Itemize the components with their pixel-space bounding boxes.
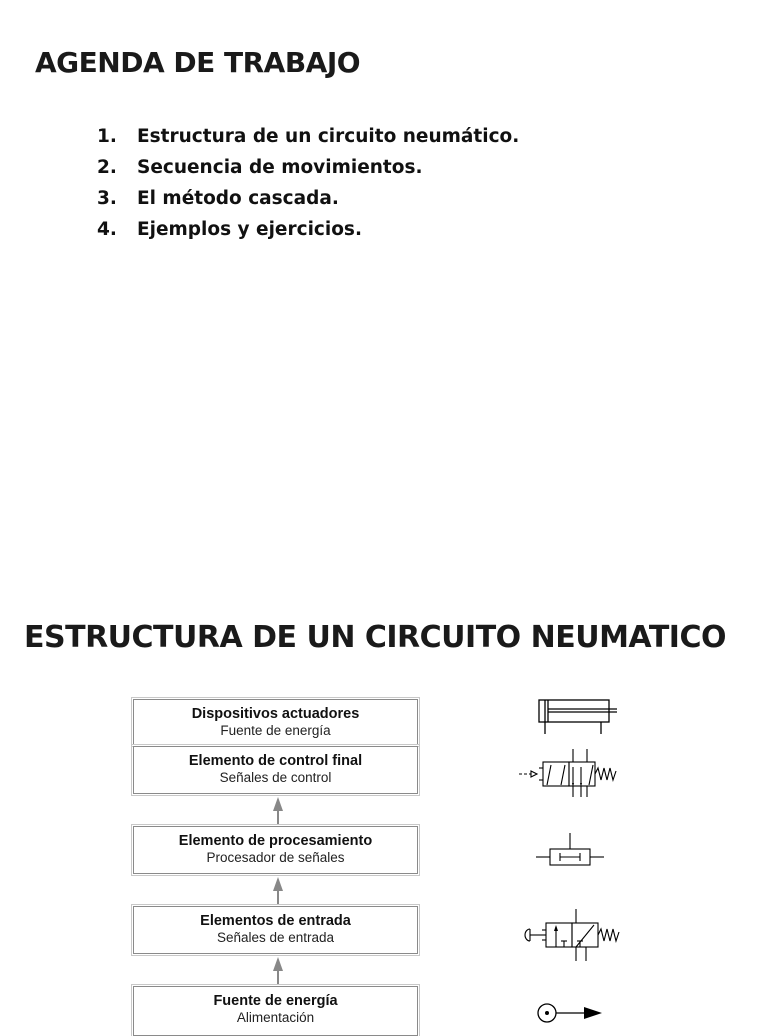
block-title: Dispositivos actuadores bbox=[191, 706, 360, 722]
block-processing bbox=[133, 826, 418, 874]
block-subtitle: Señales de entrada bbox=[216, 930, 335, 945]
agenda-item-number: 3. bbox=[97, 188, 117, 209]
agenda-item bbox=[97, 183, 519, 214]
agenda-item bbox=[97, 121, 519, 152]
block-subtitle: Alimentación bbox=[236, 1010, 315, 1025]
block-title: Elemento de procesamiento bbox=[178, 833, 373, 849]
block-title: Elemento de control final bbox=[188, 753, 363, 769]
block-title: Elementos de entrada bbox=[200, 913, 351, 929]
block-subtitle: Señales de control bbox=[219, 770, 332, 785]
arrow-up-icon bbox=[273, 957, 283, 985]
agenda-item-number: 2. bbox=[97, 157, 117, 178]
structure-title: ESTRUCTURA DE UN CIRCUITO NEUMATICO bbox=[24, 620, 726, 655]
compressor-source-icon bbox=[536, 1003, 606, 1024]
pneumatic-cylinder-icon bbox=[535, 697, 620, 739]
agenda-item-text: Secuencia de movimientos. bbox=[137, 157, 423, 178]
block-final-control bbox=[133, 746, 418, 794]
block-title: Fuente de energía bbox=[213, 993, 338, 1009]
agenda-item-number: 1. bbox=[97, 126, 117, 147]
agenda-item-text: El método cascada. bbox=[137, 188, 339, 209]
agenda-title: AGENDA DE TRABAJO bbox=[35, 46, 361, 79]
block-subtitle: Procesador de señales bbox=[206, 850, 345, 865]
block-inputs bbox=[133, 906, 418, 954]
arrow-up-icon bbox=[273, 797, 283, 825]
pushbutton-valve-icon bbox=[520, 907, 625, 963]
agenda-item-text: Estructura de un circuito neumático. bbox=[137, 126, 520, 147]
agenda-item-number: 4. bbox=[97, 219, 117, 240]
agenda-list bbox=[97, 121, 519, 245]
arrow-up-icon bbox=[273, 877, 283, 905]
agenda-item-text: Ejemplos y ejercicios. bbox=[137, 219, 362, 240]
block-actuators bbox=[133, 699, 418, 745]
block-energy-source bbox=[133, 986, 418, 1036]
shuttle-valve-icon bbox=[534, 831, 606, 873]
block-subtitle: Fuente de energía bbox=[220, 723, 331, 738]
agenda-item bbox=[97, 152, 519, 183]
pilot-valve-icon bbox=[517, 747, 622, 799]
agenda-item bbox=[97, 214, 519, 245]
